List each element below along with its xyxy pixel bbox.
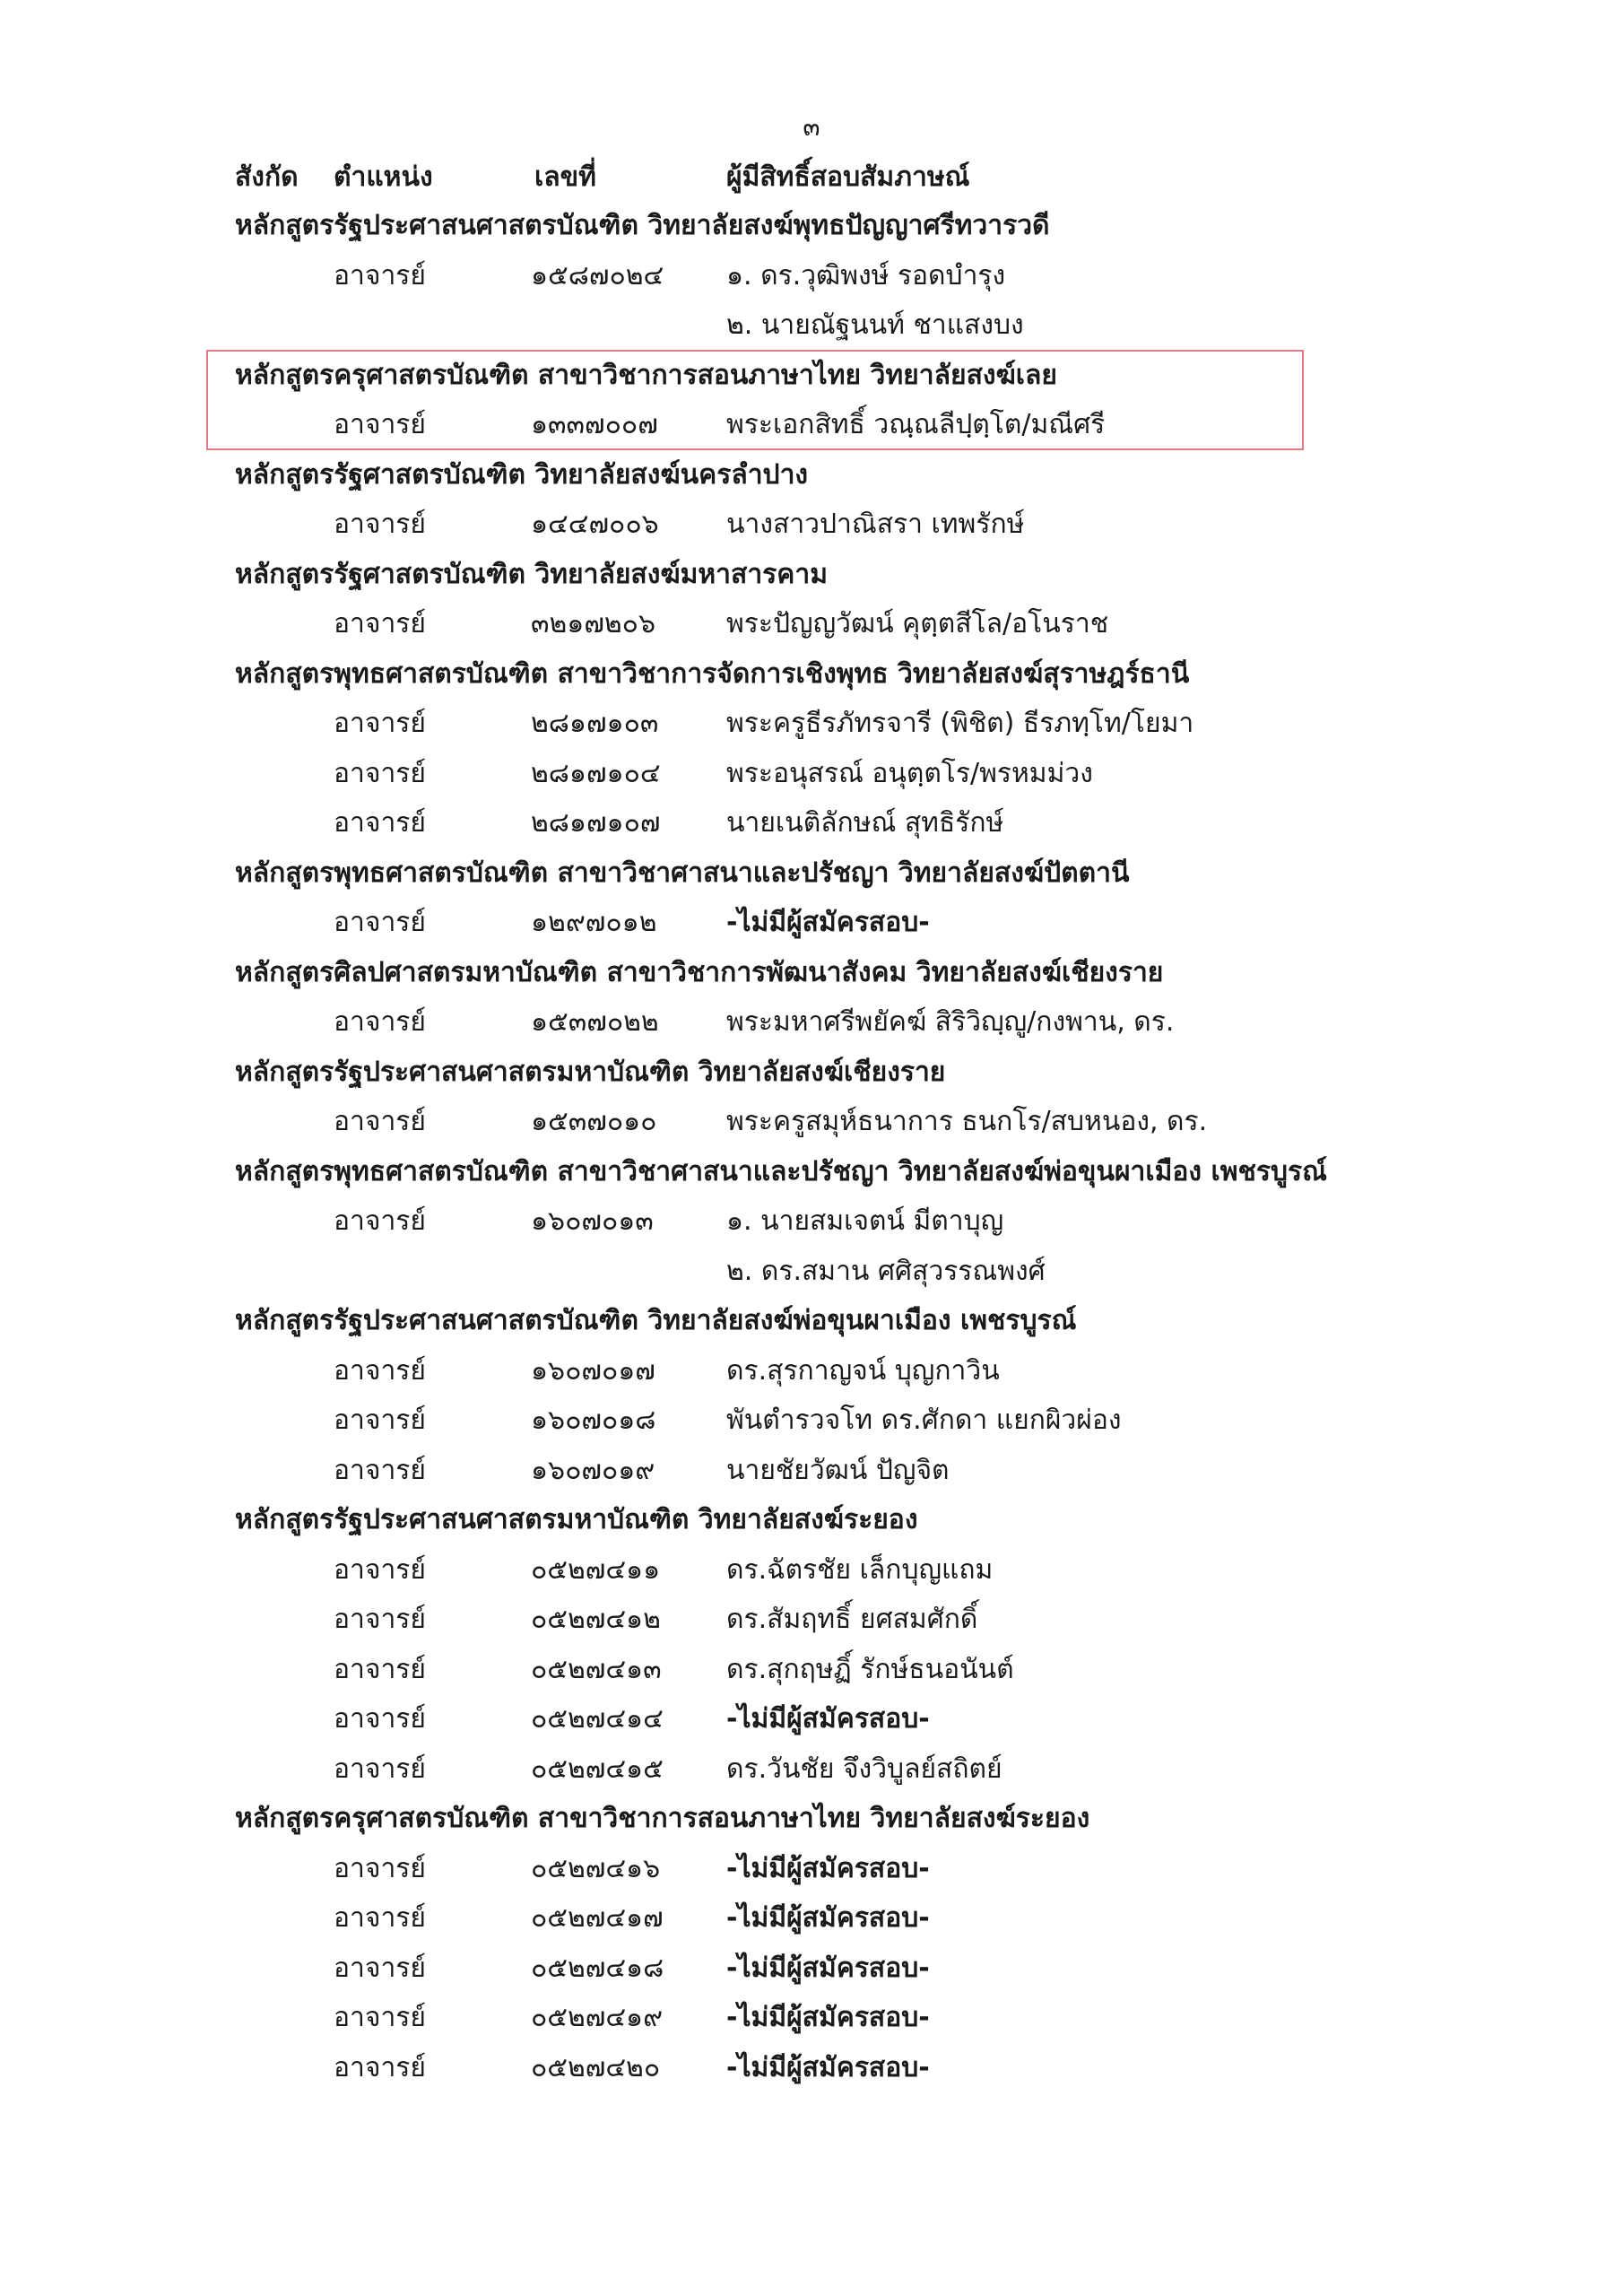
candidate-row (0, 500, 1623, 550)
program-title: หลักสูตรรัฐประศาสนศาสตรมหาบัณฑิต วิทยาลัยสงฆ์เชียงราย (235, 1056, 946, 1088)
program-title: หลักสูตรศิลปศาสตรมหาบัณฑิต สาขาวิชาการพัฒนาสังคม วิทยาลัยสงฆ์เชียงราย (235, 956, 1164, 988)
position-label: อาจารย์ (334, 907, 426, 938)
candidate-row (0, 1196, 1623, 1247)
position-number: ๓๒๑๗๒๐๖ (531, 608, 656, 639)
header-affiliation: สังกัด (235, 161, 299, 193)
position-number: ๐๕๒๗๔๑๙ (531, 2002, 664, 2033)
position-number: ๐๕๒๗๔๑๕ (531, 1752, 664, 1785)
program-title: หลักสูตรครุศาสตรบัณฑิต สาขาวิชาการสอนภาษาไทย วิทยาลัยสงฆ์ระยอง (235, 1803, 1090, 1834)
header-number: เลขที่ (534, 161, 596, 193)
candidate-row (0, 1944, 1623, 1994)
position-number: ๑๓๓๗๐๐๗ (531, 409, 658, 440)
position-number: ๐๕๒๗๔๑๗ (531, 1902, 664, 1934)
position-label: อาจารย์ (334, 807, 426, 839)
candidate-row (0, 1595, 1623, 1645)
position-number: ๑๕๘๗๐๒๔ (531, 259, 664, 291)
position-label: อาจารย์ (334, 1703, 426, 1735)
candidate-row (0, 1346, 1623, 1396)
candidate-row (0, 1893, 1623, 1944)
candidate-name: -ไม่มีผู้สมัครสอบ- (726, 1852, 930, 1884)
position-number: ๒๘๑๗๑๐๓ (531, 708, 659, 739)
position-number: ๐๕๒๗๔๑๘ (531, 1952, 664, 1984)
candidate-name: -ไม่มีผู้สมัครสอบ- (726, 2051, 930, 2083)
position-number: ๑๕๓๗๐๒๒ (531, 1006, 659, 1038)
candidate-row (0, 898, 1623, 948)
program-title: หลักสูตรรัฐศาสตรบัณฑิต วิทยาลัยสงฆ์นครลำปาง (235, 458, 809, 491)
position-label: อาจารย์ (334, 1604, 426, 1635)
position-label: อาจารย์ (334, 1106, 426, 1137)
position-label: อาจารย์ (334, 1952, 426, 1984)
position-label: อาจารย์ (334, 2051, 426, 2083)
candidate-row (0, 2043, 1623, 2093)
candidate-row (0, 300, 1623, 351)
position-label: อาจารย์ (334, 608, 426, 639)
position-number: ๑๔๔๗๐๐๖ (531, 509, 659, 540)
candidate-name: ดร.วันชัย จึงวิบูลย์สถิตย์ (726, 1752, 1002, 1785)
position-number: ๑๖๐๗๐๑๓ (531, 1205, 654, 1237)
candidate-row (0, 1844, 1623, 1894)
candidate-name: -ไม่มีผู้สมัครสอบ- (726, 1902, 930, 1934)
candidate-row (0, 400, 1623, 450)
candidate-name: ดร.สุรกาญจน์ บุญกาวิน (726, 1354, 1000, 1387)
program-title: หลักสูตรครุศาสตรบัณฑิต สาขาวิชาการสอนภาษาไทย วิทยาลัยสงฆ์เลย (235, 359, 1058, 391)
position-number: ๑๖๐๗๐๑๗ (531, 1354, 655, 1387)
position-number: ๒๘๑๗๑๐๔ (531, 757, 661, 789)
position-number: ๑๖๐๗๐๑๙ (531, 1454, 655, 1486)
position-label: อาจารย์ (334, 757, 426, 789)
candidate-name: พระครูสมุห์ธนาการ ธนกโร/สบหนอง, ดร. (726, 1106, 1208, 1137)
candidate-row (0, 1744, 1623, 1795)
candidate-name: ดร.ฉัตรชัย เล็กบุญแถม (726, 1553, 994, 1586)
candidate-name: ดร.สัมฤทธิ์ ยศสมศักดิ์ (726, 1604, 978, 1635)
candidate-row (0, 1993, 1623, 2043)
position-label: อาจารย์ (334, 1553, 426, 1586)
position-number: ๐๕๒๗๔๒๐ (531, 2051, 661, 2083)
program-title: หลักสูตรพุทธศาสตรบัณฑิต สาขาวิชาศาสนาและปรัชญา วิทยาลัยสงฆ์พ่อขุนผาเมือง เพชรบูรณ์ (235, 1155, 1328, 1187)
position-label: อาจารย์ (334, 1852, 426, 1884)
candidate-name: ๒. ดร.สมาน ศศิสุวรรณพงศ์ (726, 1255, 1046, 1287)
position-label: อาจารย์ (334, 1902, 426, 1934)
candidate-row (0, 1396, 1623, 1446)
candidate-name: ๒. นายณัฐนนท์ ชาแสงบง (726, 309, 1024, 341)
candidate-name: ๑. ดร.วุฒิพงษ์ รอดบำรุง (726, 259, 1006, 291)
candidate-name: พระอนุสรณ์ อนุตฺตโร/พรหมม่วง (726, 757, 1093, 789)
candidate-name: พระปัญญวัฒน์ คุตฺตสีโล/อโนราช (726, 608, 1109, 639)
position-label: อาจารย์ (334, 708, 426, 739)
position-number: ๐๕๒๗๔๑๑ (531, 1553, 661, 1586)
candidate-name: พันตำรวจโท ดร.ศักดา แยกผิวผ่อง (726, 1405, 1122, 1436)
position-label: อาจารย์ (334, 1006, 426, 1038)
position-label: อาจารย์ (334, 409, 426, 440)
candidate-row (0, 749, 1623, 799)
position-label: อาจารย์ (334, 1454, 426, 1486)
position-label: อาจารย์ (334, 2002, 426, 2033)
candidate-name: พระเอกสิทธิ์ วณฺณลีปฺตฺโต/มณีศรี (726, 409, 1106, 440)
position-label: อาจารย์ (334, 259, 426, 291)
position-number: ๐๕๒๗๔๑๔ (531, 1703, 664, 1735)
program-title: หลักสูตรพุทธศาสตรบัณฑิต สาขาวิชาศาสนาและปรัชญา วิทยาลัยสงฆ์ปัตตานี (235, 857, 1130, 889)
position-label: อาจารย์ (334, 1205, 426, 1237)
candidate-name: -ไม่มีผู้สมัครสอบ- (726, 1952, 930, 1984)
position-label: อาจารย์ (334, 1354, 426, 1387)
candidate-row (0, 699, 1623, 749)
candidate-row (0, 997, 1623, 1048)
candidate-row (0, 1645, 1623, 1695)
candidate-row (0, 1545, 1623, 1596)
candidate-row (0, 1694, 1623, 1744)
candidate-name: -ไม่มีผู้สมัครสอบ- (726, 2002, 930, 2033)
candidate-name: นายเนติลักษณ์ สุทธิรักษ์ (726, 807, 1004, 839)
position-label: อาจารย์ (334, 1405, 426, 1436)
candidate-name: พระมหาศรีพยัคฆ์ สิริวิญฺญู/กงพาน, ดร. (726, 1006, 1175, 1038)
position-number: ๐๕๒๗๔๑๒ (531, 1604, 661, 1635)
program-title: หลักสูตรรัฐประศาสนศาสตรมหาบัณฑิต วิทยาลัยสงฆ์ระยอง (235, 1504, 918, 1535)
position-label: อาจารย์ (334, 1752, 426, 1785)
position-label: อาจารย์ (334, 1653, 426, 1685)
candidate-name: -ไม่มีผู้สมัครสอบ- (726, 1703, 930, 1735)
candidate-name: พระครูธีรภัทรจารี (พิชิต) ธีรภทฺโท/โยมา (726, 708, 1194, 739)
program-title: หลักสูตรรัฐประศาสนศาสตรบัณฑิต วิทยาลัยสงฆ์พุทธปัญญาศรีทวารวดี (235, 210, 1050, 241)
candidate-row (0, 1247, 1623, 1297)
position-number: ๐๕๒๗๔๑๓ (531, 1653, 662, 1685)
candidate-name: ดร.สุกฤษฏิ์ รักษ์ธนอนันต์ (726, 1653, 1014, 1685)
program-title: หลักสูตรพุทธศาสตรบัณฑิต สาขาวิชาการจัดการเชิงพุทธ วิทยาลัยสงฆ์สุราษฎร์ธานี (235, 657, 1190, 690)
header-candidate: ผู้มีสิทธิ์สอบสัมภาษณ์ (726, 161, 970, 193)
header-position: ตำแหน่ง (334, 161, 433, 193)
position-label: อาจารย์ (334, 509, 426, 540)
candidate-row (0, 1097, 1623, 1147)
program-title: หลักสูตรรัฐศาสตรบัณฑิต วิทยาลัยสงฆ์มหาสารคาม (235, 558, 828, 590)
candidate-row (0, 798, 1623, 848)
program-listing (0, 201, 1623, 2092)
position-number: ๑๖๐๗๐๑๘ (531, 1405, 656, 1436)
position-number: ๑๒๙๗๐๑๒ (531, 907, 657, 938)
candidate-row (0, 599, 1623, 649)
candidate-row (0, 1446, 1623, 1496)
candidate-name: -ไม่มีผู้สมัครสอบ- (726, 907, 930, 938)
candidate-name: นางสาวปาณิสรา เทพรักษ์ (726, 509, 1025, 540)
program-title: หลักสูตรรัฐประศาสนศาสตรบัณฑิต วิทยาลัยสงฆ์พ่อขุนผาเมือง เพชรบูรณ์ (235, 1305, 1077, 1336)
page-number: ๓ (803, 112, 820, 142)
position-number: ๐๕๒๗๔๑๖ (531, 1852, 661, 1884)
position-number: ๑๕๓๗๐๑๐ (531, 1106, 657, 1137)
position-number: ๒๘๑๗๑๐๗ (531, 807, 661, 839)
candidate-name: ๑. นายสมเจตน์ มีตาบุญ (726, 1205, 1004, 1237)
candidate-row (0, 251, 1623, 301)
candidate-name: นายชัยวัฒน์ ปัญจิต (726, 1454, 950, 1486)
